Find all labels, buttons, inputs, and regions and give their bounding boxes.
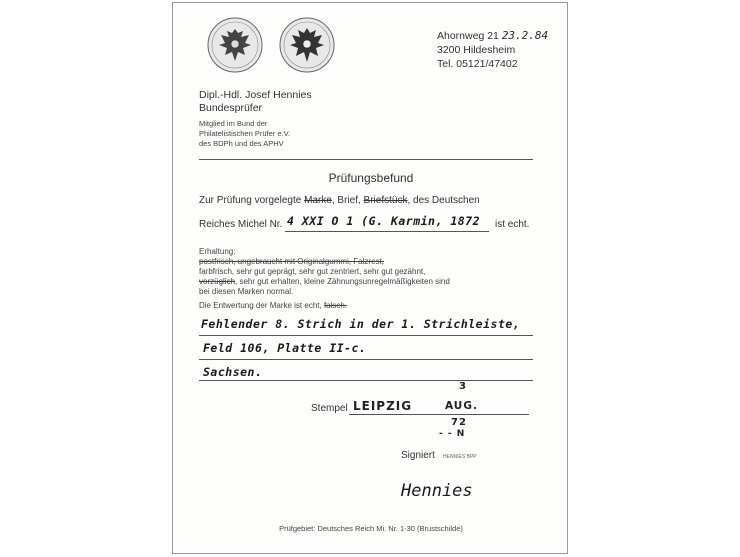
line2-suffix: ist echt. [495, 219, 530, 230]
member-line-1: Mitglied im Bund der [199, 119, 268, 128]
member-line-2: Philatelistischen Prüfer e.V. [199, 129, 291, 138]
certificate-line-1 [199, 195, 480, 206]
header-divider [199, 159, 533, 160]
struck-briefstueck: Briefstück [363, 195, 408, 206]
stempel-day: 3 [459, 381, 467, 392]
cancellation-prefix: Die Entwertung der Marke ist echt, [199, 301, 322, 310]
condition-line-3 [199, 277, 450, 287]
eagle-seal-right-icon [279, 17, 335, 73]
handwritten-signature: Hennies [401, 481, 473, 501]
stempel-city: LEIPZIG [353, 399, 413, 413]
member-line-3: des BDPh und des APHV [199, 139, 284, 148]
condition-line-4: bei diesen Marken normal. [199, 287, 294, 296]
note-line-1 [199, 335, 533, 336]
eagle-seal-left-icon [207, 17, 263, 73]
examiner-name: Dipl.-Hdl. Josef Hennies [199, 89, 312, 101]
certificate-sheet [172, 2, 568, 554]
note-line-3 [199, 380, 533, 381]
line1-suffix: , des Deutschen [407, 195, 480, 206]
condition-label: Erhaltung: [199, 247, 236, 256]
handwritten-note-1: Fehlender 8. Strich in der 1. Strichleiste, [201, 317, 521, 331]
line1-brief: , Brief, [331, 195, 361, 206]
condition-struck-line: postfrisch, ungebraucht mit Originalgummi, Falzrest, [199, 257, 384, 266]
examiner-title: Bundesprüfer [199, 102, 263, 114]
struck-falsch: falsch. [323, 301, 348, 310]
signature-label: Signiert [401, 450, 435, 461]
address-phone: Tel. 05121/47402 [437, 58, 518, 70]
line2-prefix: Reiches Michel Nr. [199, 219, 283, 230]
handwritten-note-2: Feld 106, Platte II-c. [203, 341, 367, 355]
handwritten-note-3: Sachsen. [203, 365, 263, 379]
stempel-month: AUG. [445, 400, 478, 412]
condition-line-2: farbfrisch, sehr gut geprägt, sehr gut zentriert, sehr gut gezähnt, [199, 267, 426, 276]
handwritten-date: 23.2.84 [501, 29, 549, 42]
condition-line-3-rest: , sehr gut erhalten, kleine Zähnungsunregelmäßigkeiten sind [235, 277, 450, 286]
note-line-2 [199, 359, 533, 360]
stempel-suffix: - - N [439, 429, 466, 439]
struck-marke: Marke [304, 195, 332, 206]
struck-vorzueglich: vorzüglich [199, 277, 236, 286]
stempel-label: Stempel [311, 403, 348, 414]
line1-prefix: Zur Prüfung vorgelegte [199, 195, 302, 206]
cancellation-line [199, 301, 347, 311]
stempel-underline [349, 414, 529, 415]
michel-underline [285, 231, 489, 232]
address-street: Ahornweg 21 [437, 30, 499, 42]
address-city: 3200 Hildesheim [437, 44, 516, 56]
signature-mark: HENNIES BPP [443, 454, 477, 460]
michel-entry: 4 XXI O 1 (G. Karmin, 1872 [287, 214, 481, 228]
certificate-heading: Prüfungsbefund [328, 171, 414, 185]
footer-scope: Prüfgebiet: Deutsches Reich Mi. Nr. 1-30 (Brustschilde) [279, 524, 463, 533]
stempel-year: 72 [451, 417, 467, 428]
address-street-line [437, 29, 548, 43]
